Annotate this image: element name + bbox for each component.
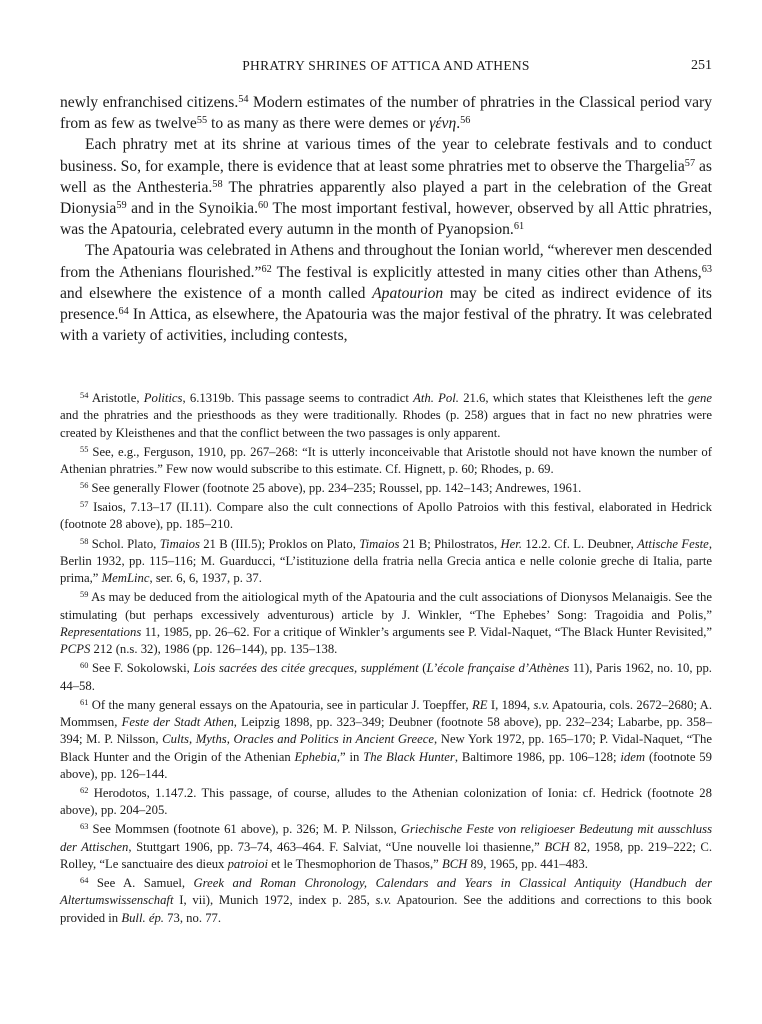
italic-text: Ath. Pol.	[413, 391, 459, 405]
italic-text: patroioi	[227, 856, 268, 871]
footnote	[60, 499, 712, 534]
footnote-reference: 56	[460, 115, 471, 127]
footnote-reference: 62	[261, 263, 272, 275]
footnote	[60, 660, 712, 695]
footnote-number: 58	[80, 536, 89, 546]
text-run: , ser. 6, 6, 1937, p. 37.	[149, 571, 262, 586]
footnote	[60, 821, 712, 873]
footnote	[60, 697, 712, 783]
footnote-reference: 57	[684, 157, 696, 169]
footnote-number: 57	[80, 500, 89, 510]
text-run: to as many as there were demes or	[207, 115, 430, 133]
footnote	[60, 589, 712, 658]
text-run: Apatouria, cols. 2672–2680; A. Mommsen,	[60, 697, 712, 729]
footnote-reference: 55	[196, 115, 208, 127]
text-run: See Mommsen (footnote 61 above), p. 326; M. P. Nilsson,	[92, 822, 401, 837]
footnote	[60, 480, 712, 497]
italic-text: Cults, Myths, Oracles and Politics in Ancient Greece	[162, 732, 435, 747]
text-run: may be cited as indirect evidence of its presence.	[60, 284, 712, 324]
running-head-title: PHRATRY SHRINES OF ATTICA AND ATHENS	[242, 58, 530, 73]
footnote-number: 54	[80, 390, 89, 400]
text-run: 21.6, which states that Kleisthenes left the	[458, 391, 689, 405]
text-run: , New York 1972, pp. 165–170; P. Vidal-Naquet, “The Black Hunter and the Origin of the Athenian	[60, 732, 712, 764]
footnote-reference: 61	[513, 221, 525, 233]
italic-text: gene	[688, 391, 712, 405]
text-run: , 6.1319b. This passage seems to contradict	[182, 391, 414, 405]
footnote-number: 64	[80, 875, 89, 885]
text-run: Isaios, 7.13–17 (II.11). Compare also the cult connections of Apollo Patroios with this festival, elaborated in Hedrick (footnote 28 above), pp. 185–210.	[60, 500, 713, 532]
footnotes	[60, 390, 712, 929]
italic-text: Feste der Stadt Athen	[121, 714, 234, 729]
footnote-number: 56	[80, 481, 89, 491]
text-run: Apatourion. See the additions and corrections to this book provided in	[60, 893, 712, 925]
italic-text: γένη	[429, 115, 457, 133]
text-run: newly enfranchised citizens.	[60, 94, 239, 111]
text-run: (footnote 59 above), pp. 126–144.	[60, 749, 712, 781]
text-run: Modern estimates of the number of phratries in the Classical period vary from as few as twelve	[60, 94, 712, 133]
text-run: et le Thesmophorion de Thasos,”	[268, 856, 442, 871]
italic-text: Attische Feste	[637, 536, 709, 551]
italic-text: The Black Hunter	[363, 749, 455, 764]
footnote-reference: 63	[701, 263, 712, 275]
text-run: and the phratries and the priesthoods as they were traditionally. Rhodes (p. 258) argues that in fact no new phratries were created by Kleisthenes and that the conflict between the two passages is only apparent.	[60, 408, 712, 440]
text-run: I, vii), Munich 1972, index p. 285,	[173, 893, 376, 908]
footnote-reference: 54	[238, 94, 249, 106]
italic-text: s.v.	[533, 697, 550, 712]
body-paragraph	[60, 92, 712, 134]
page-number: 251	[691, 58, 712, 73]
text-run: Each phratry met at its shrine at various times of the year to celebrate festivals and to conduct business. So, for example, there is evidence that at least some phratries met to observe the Thargelia	[60, 136, 712, 175]
text-run: 82, 1958, pp. 219–222; C. Rolley, “Le sanctuaire des dieux	[60, 839, 713, 871]
footnote	[60, 444, 712, 479]
text-run: As may be deduced from the aitiological myth of the Apatouria and the cult associations of Dionysos Melanaigis. See the stimulating (but perhaps excessively adventurous) article by J. Winkler, “The Ephebes’ Song: Tragoidia and Polis,”	[60, 590, 712, 622]
body-paragraph	[60, 134, 712, 240]
italic-text: Politics	[143, 391, 183, 405]
text-run: The Apatouria was celebrated in Athens and throughout the Ionian world, “wherever men descended from the Athenians flourished.”	[60, 242, 713, 281]
text-run: and elsewhere the existence of a month called	[60, 284, 373, 302]
text-run: The phratries apparently also played a part in the celebration of the Great Dionysia	[60, 178, 712, 218]
text-run: Herodotos, 1.147.2. This passage, of course, alludes to the Athenian colonization of Ionia: cf. Hedrick (footnote 28 above), pp. 204–205.	[60, 785, 712, 818]
text-run: 11), Paris 1962, no. 10, pp. 44–58.	[60, 661, 712, 693]
text-run: and in the Synoikia.	[126, 200, 258, 218]
text-run: Schol. Plato,	[91, 536, 160, 551]
text-run: , Baltimore 1986, pp. 106–128;	[454, 749, 621, 764]
footnote-reference: 59	[116, 200, 127, 212]
text-run: I, 1894,	[487, 697, 534, 712]
italic-text: Lois sacrées des citée grecques, supplément	[193, 661, 419, 676]
text-run: 11, 1985, pp. 26–62. For a critique of Winkler’s arguments see P. Vidal-Naquet, “The Black Hunter Revisited,”	[141, 624, 712, 639]
italic-text: Greek and Roman Chronology, Calendars and Years in Classical Antiquity	[193, 875, 622, 890]
running-header	[60, 58, 712, 78]
text-run: , Berlin 1932, pp. 115–116; M. Guarducci, “L’istituzione della fratria nella Grecia antica e nelle colonie greche di Italia, parte prima,”	[60, 536, 712, 586]
italic-text: Griechische Feste von religioeser Bedeutung mit ausschluss der Attischen	[60, 822, 713, 854]
italic-text: s.v.	[375, 893, 392, 908]
text-run: The most important festival, however, observed by all Attic phratries, was the Apatouria, celebrated every autumn in the month of Pyanopsion.	[60, 200, 712, 239]
footnote	[60, 536, 712, 588]
footnote-number: 62	[80, 785, 89, 795]
footnote-number: 61	[80, 697, 89, 707]
text-run: .	[456, 115, 461, 133]
text-run: 12.2. Cf. L. Deubner,	[522, 536, 638, 551]
italic-text: idem	[620, 749, 646, 764]
text-run: as well as the Anthesteria.	[60, 157, 712, 196]
text-run: 89, 1965, pp. 441–483.	[467, 856, 588, 871]
text-run: Aristotle,	[91, 391, 144, 405]
text-run: See, e.g., Ferguson, 1910, pp. 267–268: “It is utterly inconceivable that Aristotle should not have known the number of Athenian phratries.” Few now would subscribe to this estimate. Cf. Hignett, p. 60; Rhodes, p. 69.	[60, 444, 713, 476]
footnote	[60, 390, 712, 442]
text-run: Of the many general essays on the Apatouria, see in particular J. Toepffer,	[91, 697, 473, 712]
footnote-reference: 64	[118, 306, 129, 318]
italic-text: PCPS	[60, 642, 91, 657]
body-text	[60, 92, 712, 346]
footnote-number: 55	[80, 444, 89, 454]
footnote-reference: 58	[212, 178, 223, 190]
italic-text: Handbuch der Altertumswissenschaft	[60, 875, 713, 908]
italic-text: Timaios	[359, 536, 400, 551]
text-run: 212 (n.s. 32), 1986 (pp. 126–144), pp. 135–138.	[90, 642, 338, 657]
italic-text: BCH	[441, 856, 468, 871]
italic-text: Bull. ép.	[121, 910, 164, 925]
text-run: 21 B (III.5); Proklos on Plato,	[199, 536, 360, 551]
text-run: The festival is explicitly attested in many cities other than Athens,	[271, 263, 702, 281]
italic-text: Timaios	[159, 536, 200, 551]
italic-text: L’école française d’Athènes	[426, 661, 570, 676]
italic-text: BCH	[544, 839, 570, 854]
body-paragraph	[60, 240, 712, 346]
footnote-number: 63	[80, 822, 89, 832]
italic-text: RE	[472, 697, 488, 712]
text-run: (	[418, 661, 427, 676]
footnote	[60, 875, 712, 927]
italic-text: Ephebia	[294, 749, 337, 764]
text-run: ,” in	[336, 749, 364, 764]
text-run: In Attica, as elsewhere, the Apatouria was the major festival of the phratry. It was celebrated with a variety of activities, including contests,	[60, 306, 712, 345]
text-run: See generally Flower (footnote 25 above), pp. 234–235; Roussel, pp. 142–143; Andrewes, 1961.	[91, 481, 582, 496]
italic-text: MemLinc	[101, 571, 150, 586]
text-run: See F. Sokolowski,	[92, 661, 194, 676]
text-run: 21 B; Philostratos,	[399, 536, 501, 551]
footnote-reference: 60	[257, 200, 269, 212]
footnote	[60, 785, 712, 820]
footnote-number: 59	[80, 590, 89, 600]
text-run: 73, no. 77.	[163, 910, 222, 925]
text-run: , Stuttgart 1906, pp. 73–74, 463–464. F. Salviat, “Une nouvelle loi thasienne,”	[128, 839, 545, 854]
italic-text: Representations	[60, 624, 142, 639]
text-run: , Leipzig 1898, pp. 323–349; Deubner (footnote 58 above), pp. 232–234; Labarbe, pp. 358–394; M. P. Nilsson,	[60, 714, 712, 747]
text-run: (	[621, 875, 634, 890]
italic-text: Her.	[500, 536, 522, 551]
footnote-number: 60	[80, 661, 89, 671]
italic-text: Apatourion	[372, 284, 444, 302]
text-run: See A. Samuel,	[96, 875, 194, 890]
